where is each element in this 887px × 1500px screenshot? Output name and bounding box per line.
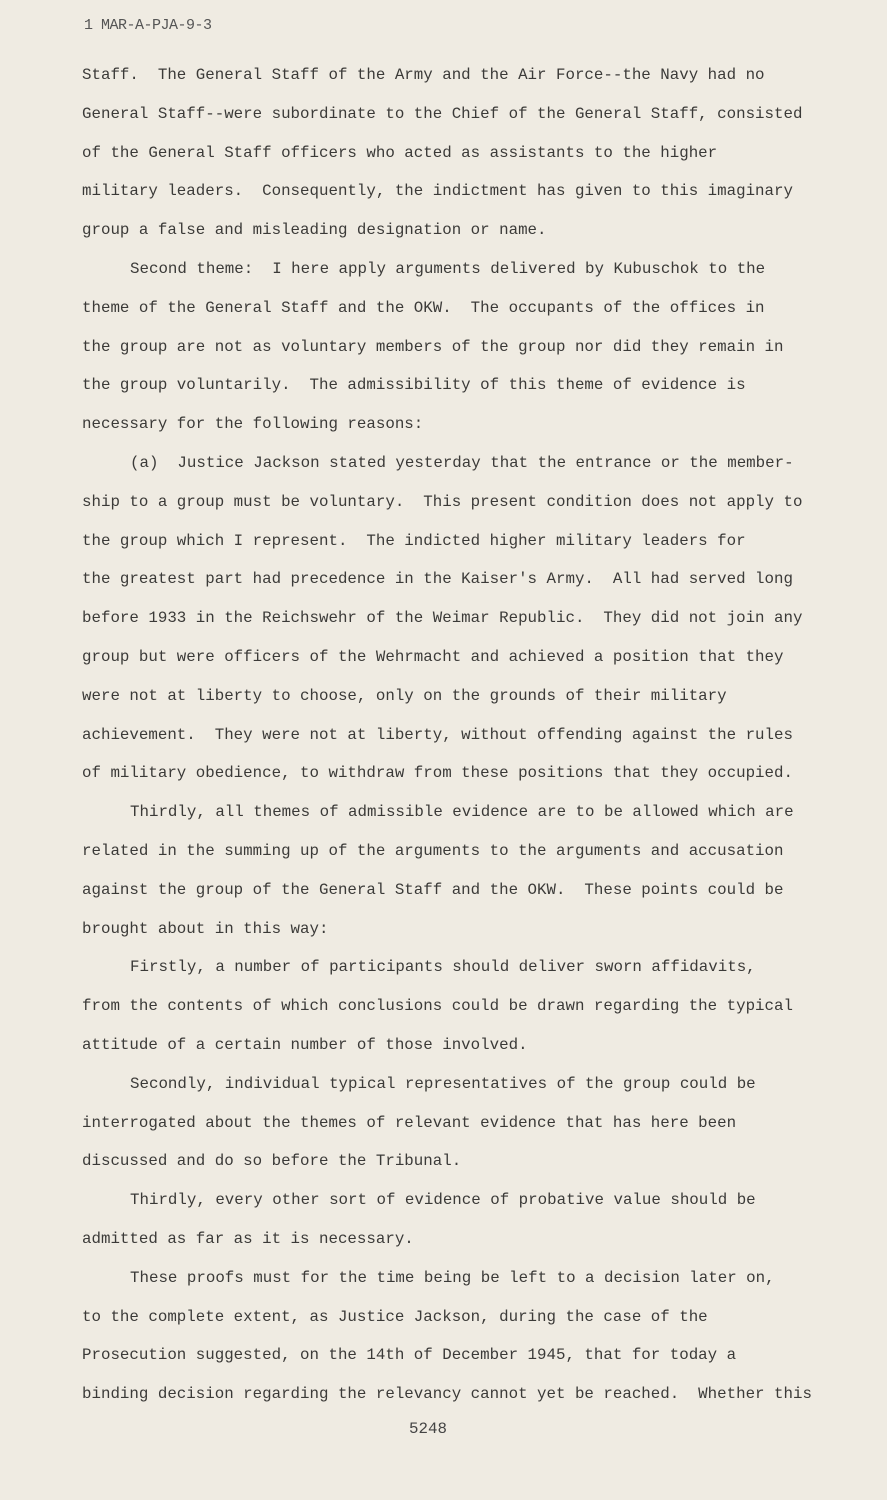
- text-line: ship to a group must be voluntary. This present condition does not apply to: [82, 492, 803, 511]
- text-line: interrogated about the themes of relevant evidence that has here been: [82, 1113, 737, 1132]
- text-line: Second theme: I here apply arguments delivered by Kubuschok to the: [130, 259, 766, 278]
- text-line: Firstly, a number of participants should deliver sworn affidavits,: [130, 958, 756, 977]
- text-line: the group voluntarily. The admissibility of this theme of evidence is: [82, 376, 746, 395]
- text-line: discussed and do so before the Tribunal.: [82, 1152, 462, 1171]
- document-body-text: [82, 56, 862, 1414]
- text-line: the group which I represent. The indicted higher military leaders for: [82, 531, 746, 550]
- text-line: were not at liberty to choose, only on the grounds of their military: [82, 686, 727, 705]
- text-line: military leaders. Consequently, the indictment has given to this imaginary: [82, 182, 793, 201]
- text-line: Secondly, individual typical representatives of the group could be: [130, 1074, 756, 1093]
- text-line: the group are not as voluntary members of the group nor did they remain in: [82, 337, 784, 356]
- text-line: necessary for the following reasons:: [82, 415, 424, 434]
- text-line: of military obedience, to withdraw from these positions that they occupied.: [82, 764, 793, 783]
- text-line: achievement. They were not at liberty, without offending against the rules: [82, 725, 793, 744]
- text-line: General Staff--were subordinate to the Chief of the General Staff, consisted: [82, 104, 803, 123]
- text-line: attitude of a certain number of those involved.: [82, 1035, 528, 1054]
- text-line: related in the summing up of the arguments to the arguments and accusation: [82, 841, 784, 860]
- text-line: against the group of the General Staff and the OKW. These points could be: [82, 880, 784, 899]
- text-line: Thirdly, all themes of admissible evidence are to be allowed which are: [130, 803, 794, 822]
- text-line: These proofs must for the time being be left to a decision later on,: [130, 1268, 775, 1287]
- text-line: to the complete extent, as Justice Jackson, during the case of the: [82, 1307, 708, 1326]
- text-line: before 1933 in the Reichswehr of the Weimar Republic. They did not join any: [82, 609, 803, 628]
- text-line: from the contents of which conclusions could be drawn regarding the typical: [82, 997, 793, 1016]
- text-line: brought about in this way:: [82, 919, 329, 938]
- text-line: group but were officers of the Wehrmacht and achieved a position that they: [82, 647, 784, 666]
- text-line: the greatest part had precedence in the Kaiser's Army. All had served long: [82, 570, 793, 589]
- document-reference-header: 1 MAR-A-PJA-9-3: [84, 17, 212, 34]
- page-number: 5248: [409, 1420, 447, 1438]
- text-line: theme of the General Staff and the OKW. The occupants of the offices in: [82, 298, 765, 317]
- text-line: (a) Justice Jackson stated yesterday that the entrance or the member-: [130, 453, 794, 472]
- text-line: Prosecution suggested, on the 14th of December 1945, that for today a: [82, 1346, 737, 1365]
- text-line: Thirdly, every other sort of evidence of probative value should be: [130, 1191, 756, 1210]
- text-line: admitted as far as it is necessary.: [82, 1229, 414, 1248]
- text-line: group a false and misleading designation or name.: [82, 221, 547, 240]
- text-line: binding decision regarding the relevancy cannot yet be reached. Whether this: [82, 1385, 812, 1404]
- text-line: Staff. The General Staff of the Army and the Air Force--the Navy had no: [82, 66, 765, 84]
- text-line: of the General Staff officers who acted as assistants to the higher: [82, 143, 718, 162]
